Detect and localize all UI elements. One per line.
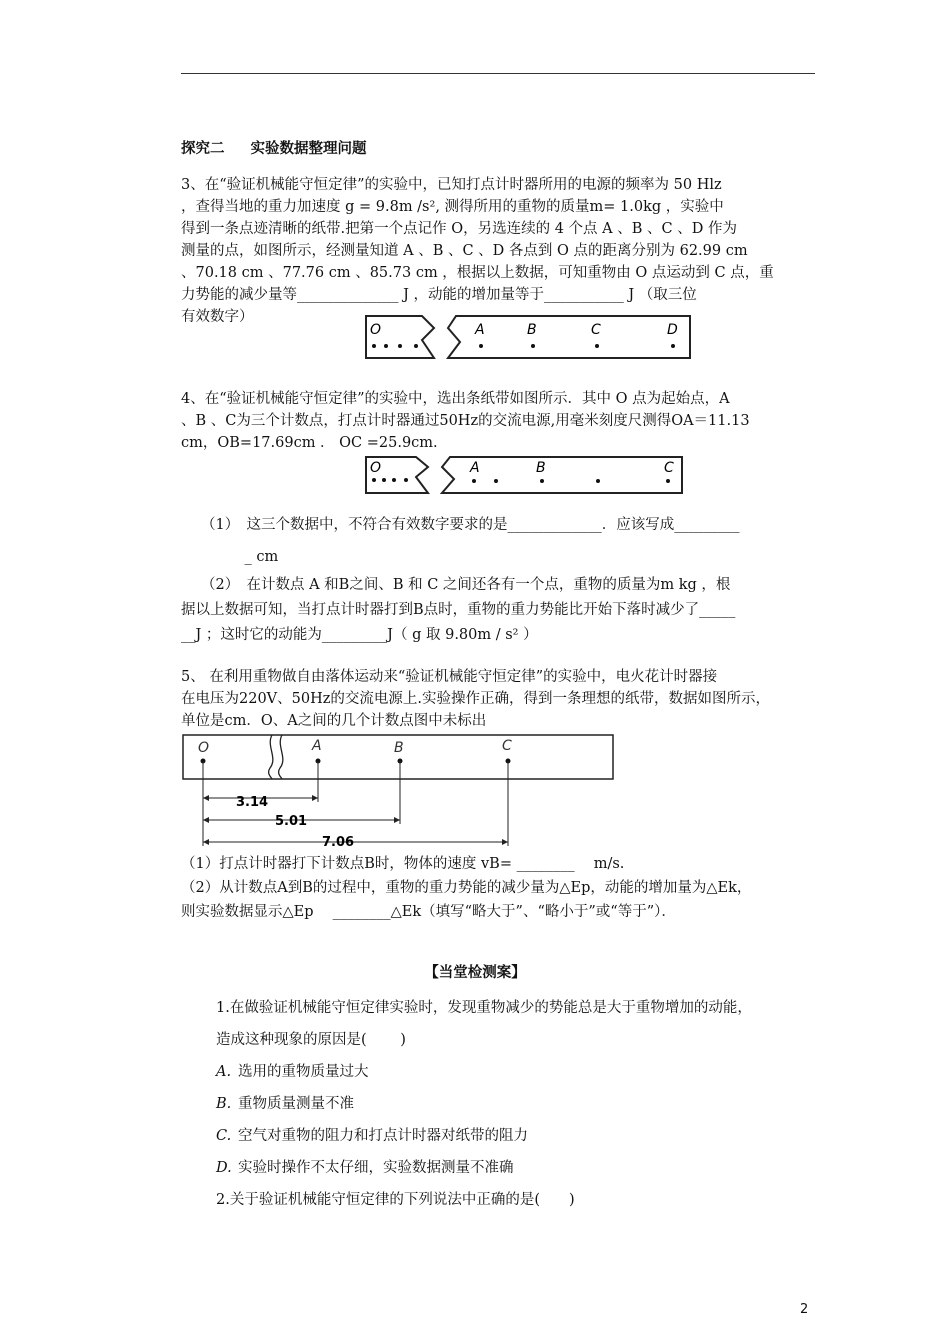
tape-dot: [384, 344, 388, 348]
option-text: 选用的重物质量过大: [238, 1064, 369, 1080]
tape-dot: [540, 479, 544, 483]
q5-distance-oa: 3.14: [236, 795, 269, 810]
question-3: [181, 174, 816, 328]
q4-tape-label-b: B: [536, 460, 546, 476]
q5-tape-label-b: B: [394, 740, 404, 756]
tape-dot: [531, 344, 535, 348]
tape-dot: [398, 344, 402, 348]
q3-line: 力势能的减少量等______________ J ，动能的增加量等于___________ J （取三位: [181, 287, 697, 303]
option-letter: C.: [216, 1128, 232, 1144]
q5-answer-line: 则实验数据显示△Ep ________△Ek（填写“略大于”、“略小于”或“等于”）．: [181, 904, 676, 920]
tape-dot: [666, 479, 670, 483]
q4-sub2-line: __J ；这时它的动能为_________J（ g 取 9.80m / s² ）: [181, 627, 538, 643]
q3-tape-label-c: C: [591, 322, 601, 338]
q5-distance-ob: 5.01: [275, 814, 308, 829]
q3-line: 测量的点，如图所示，经测量知道 A 、B 、C 、D 各点到 O 点的距离分别为 62.99 cm: [181, 243, 748, 259]
option-letter: A.: [216, 1064, 232, 1080]
question-4: [181, 388, 816, 454]
option-letter: B.: [216, 1096, 232, 1112]
q4-line: 、B 、C为三个计数点，打点计时器通过50Hz的交流电源,用毫米刻度尺测得OA＝11.13: [181, 413, 750, 429]
q4-sub1-line: （1） 这三个数据中，不符合有效数字要求的是_____________．应该写成_________: [201, 517, 740, 533]
section-title: 实验数据整理问题: [250, 141, 367, 157]
q4-sub2: [181, 573, 816, 648]
q5-line: 5、 在利用重物做自由落体运动来“验证机械能守恒定律”的实验中，电火花计时器接: [181, 669, 718, 685]
q3-line: 3、在“验证机械能守恒定律”的实验中，已知打点计时器所用的电源的频率为 50 Hlz: [181, 177, 722, 193]
section-heading: [181, 137, 367, 158]
q4-paper-tape-figure: [364, 455, 686, 495]
page-number: 2: [800, 1302, 809, 1317]
tape-dot: [372, 478, 376, 482]
q3-line: 有效数字）: [181, 309, 254, 325]
q5-paper-tape-figure: [180, 732, 616, 850]
q5-line: 单位是cm．O、A之间的几个计数点图中未标出: [181, 713, 487, 729]
tape-dot: [404, 478, 408, 482]
tape-dot: [671, 344, 675, 348]
q4-sub2-line: 据以上数据可知，当打点计时器打到B点时，重物的重力势能比开始下落时减少了_____: [181, 602, 736, 618]
tape-dot: [472, 479, 476, 483]
tape-dot: [392, 478, 396, 482]
q3-line: ，查得当地的重力加速度 g = 9.8m /s², 测得所用的重物的质量m= 1.0kg ，实验中: [181, 199, 724, 215]
option-c: [216, 1120, 752, 1152]
class-test: [216, 992, 752, 1216]
q5-answers: [181, 852, 751, 924]
tape-dot: [414, 344, 418, 348]
q5-tape-label-a: A: [312, 738, 322, 754]
q3-tape-label-d: D: [667, 322, 678, 338]
q4-tape-label-o: O: [370, 460, 382, 476]
section-number: 探究二: [181, 141, 225, 157]
tape-dot: [596, 479, 600, 483]
option-b: [216, 1088, 752, 1120]
tape-dot: [372, 344, 376, 348]
option-text: 空气对重物的阻力和打点计时器对纸带的阻力: [238, 1128, 528, 1144]
q4-line: cm，OB=17.69cm ． OC =25.9cm.: [181, 435, 438, 451]
q3-line: 、70.18 cm 、77.76 cm 、85.73 cm ，根据以上数据，可知重物由 O 点运动到 C 点，重: [181, 265, 774, 281]
q5-answer-line: （1）打点计时器打下计数点B时，物体的速度 vB= ________ m/s.: [181, 856, 625, 872]
tape-dot: [494, 479, 498, 483]
option-d: [216, 1152, 752, 1184]
option-a: [216, 1056, 752, 1088]
tape-dot: [382, 478, 386, 482]
tape-dot: [479, 344, 483, 348]
q4-tape-label-a: A: [470, 460, 480, 476]
q4-line: 4、在“验证机械能守恒定律”的实验中，选出条纸带如图所示．其中 O 点为起始点，A: [181, 391, 730, 407]
q3-tape-label-o: O: [370, 322, 382, 338]
q3-line: 得到一条点迹清晰的纸带.把第一个点记作 O，另选连续的 4 个点 A 、B 、C 、D 作为: [181, 221, 737, 237]
test-q2-line: 2.关于验证机械能守恒定律的下列说法中正确的是( ): [216, 1192, 575, 1208]
q5-line: 在电压为220V、50Hz的交流电源上.实验操作正确，得到一条理想的纸带，数据如图所示，: [181, 691, 770, 707]
test-q1-line: 造成这种现象的原因是( ): [216, 1032, 406, 1048]
option-text: 重物质量测量不准: [238, 1096, 354, 1112]
q4-tape-label-c: C: [664, 460, 674, 476]
q4-sub1-line: _ cm: [201, 549, 279, 565]
q5-tape-label-o: O: [198, 740, 210, 756]
test-q1-line: 1.在做验证机械能守恒定律实验时，发现重物减少的势能总是大于重物增加的动能，: [216, 1000, 752, 1016]
q3-tape-label-b: B: [527, 322, 537, 338]
header-rule: [181, 73, 815, 74]
q5-answer-line: （2）从计数点A到B的过程中，重物的重力势能的减少量为△Ep，动能的增加量为△Ek，: [181, 880, 752, 896]
question-5: [181, 666, 831, 732]
q5-distance-oc: 7.06: [322, 835, 355, 850]
option-text: 实验时操作不太仔细，实验数据测量不准确: [238, 1160, 514, 1176]
q3-tape-label-a: A: [475, 322, 485, 338]
class-test-title: 【当堂检测案】: [424, 965, 526, 981]
q3-paper-tape-figure: [364, 314, 694, 360]
q4-sub2-line: （2） 在计数点 A 和B之间、B 和 C 之间还各有一个点，重物的质量为m kg ，根: [201, 577, 731, 593]
q5-tape-label-c: C: [502, 738, 512, 754]
option-letter: D.: [216, 1160, 232, 1176]
tape-dot: [595, 344, 599, 348]
q4-sub1: [201, 509, 836, 573]
